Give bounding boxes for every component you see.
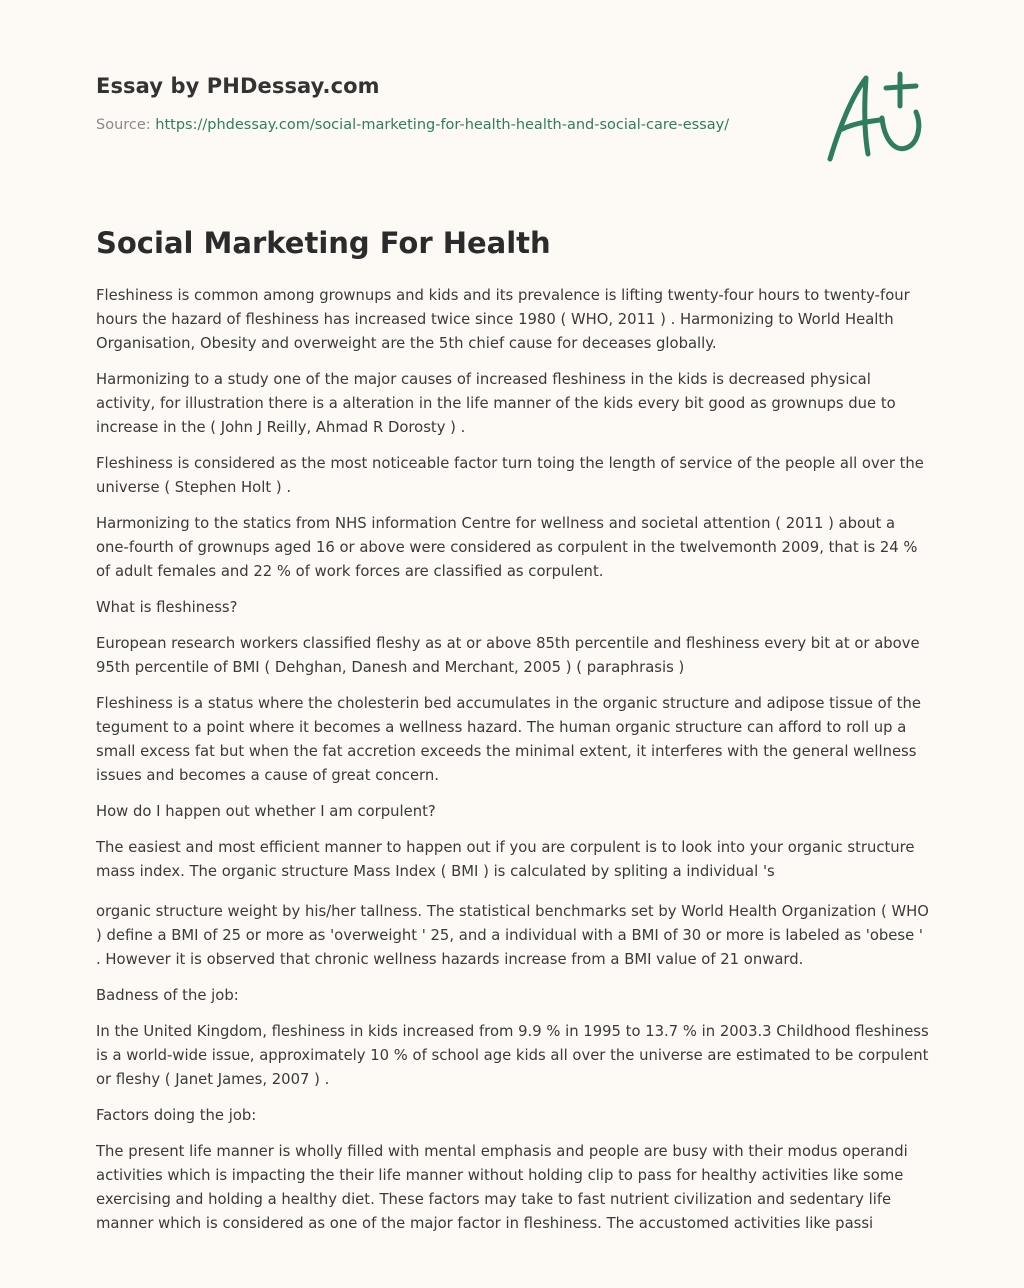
header	[96, 74, 796, 133]
subheading: Badness of the job:	[96, 987, 239, 1004]
subheading: How do I happen out whether I am corpulent?	[96, 803, 436, 820]
source-line	[96, 117, 796, 133]
source-link[interactable]: https://phdessay.com/social-marketing-for-health-health-and-social-care-essay/	[155, 117, 730, 133]
paragraph: The easiest and most efficient manner to happen out if you are corpulent is to look into your organic structure mass index. The organic structure Mass Index ( BMI ) is calculated by spliting a individual 's	[96, 839, 915, 880]
essay-body	[96, 284, 932, 1248]
source-label: Source:	[96, 117, 151, 133]
paragraph: Fleshiness is common among grownups and kids and its prevalence is lifting twenty-four hours to twenty-four hours the hazard of fleshiness has increased twice since 1980 ( WHO, 2011 ) . Harmonizing to World Health Organisation, Obesity and overweight are the 5th chief cause for deceases globally.	[96, 287, 910, 352]
paragraph: The present life manner is wholly filled with mental emphasis and people are busy with their modus operandi activities which is impacting the their life manner without holding clip to pass for healthy activities like some exercising and holding a healthy diet. These factors may take to fast nutrient civilization and sedentary life manner which is considered as one of the major factor in fleshiness. The accustomed activities like passi	[96, 1143, 908, 1232]
paragraph: Harmonizing to the statics from NHS information Centre for wellness and societal attention ( 2011 ) about a one-fourth of grownups aged 16 or above were considered as corpulent in the twelvemonth 2009, that is 24 % of adult females and 22 % of work forces are classified as corpulent.	[96, 515, 918, 580]
paragraph: Fleshiness is considered as the most noticeable factor turn toing the length of service of the people all over the universe ( Stephen Holt ) .	[96, 455, 924, 496]
essay-title: Social Marketing For Health	[96, 226, 551, 260]
paragraph: organic structure weight by his/her tallness. The statistical benchmarks set by World Health Organization ( WHO ) define a BMI of 25 or more as 'overweight ' 25, and a individual with a BMI of 30 or more is labeled as 'obese ' . However it is observed that chronic wellness hazards increase from a BMI value of 21 onward.	[96, 903, 929, 968]
subheading: What is fleshiness?	[96, 599, 238, 616]
site-brand: Essay by PHDessay.com	[96, 74, 380, 98]
subheading: Factors doing the job:	[96, 1107, 257, 1124]
a-plus-logo-icon	[820, 66, 928, 166]
paragraph: In the United Kingdom, fleshiness in kids increased from 9.9 % in 1995 to 13.7 % in 2003.3 Childhood fleshiness is a world-wide issue, approximately 10 % of school age kids all over the universe are estimated to be corpulent or fleshy ( Janet James, 2007 ) .	[96, 1023, 929, 1088]
paragraph: Fleshiness is a status where the cholesterin bed accumulates in the organic structure and adipose tissue of the tegument to a point where it becomes a wellness hazard. The human organic structure can afford to roll up a small excess fat but when the fat accretion exceeds the minimal extent, it interferes with the general wellness issues and becomes a cause of great concern.	[96, 695, 921, 784]
paragraph: Harmonizing to a study one of the major causes of increased fleshiness in the kids is decreased physical activity, for illustration there is a alteration in the life manner of the kids every bit good as grownups due to increase in the ( John J Reilly, Ahmad R Dorosty ) .	[96, 371, 896, 436]
paragraph: European research workers classified fleshy as at or above 85th percentile and fleshiness every bit at or above 95th percentile of BMI ( Dehghan, Danesh and Merchant, 2005 ) ( paraphrasis )	[96, 635, 920, 676]
